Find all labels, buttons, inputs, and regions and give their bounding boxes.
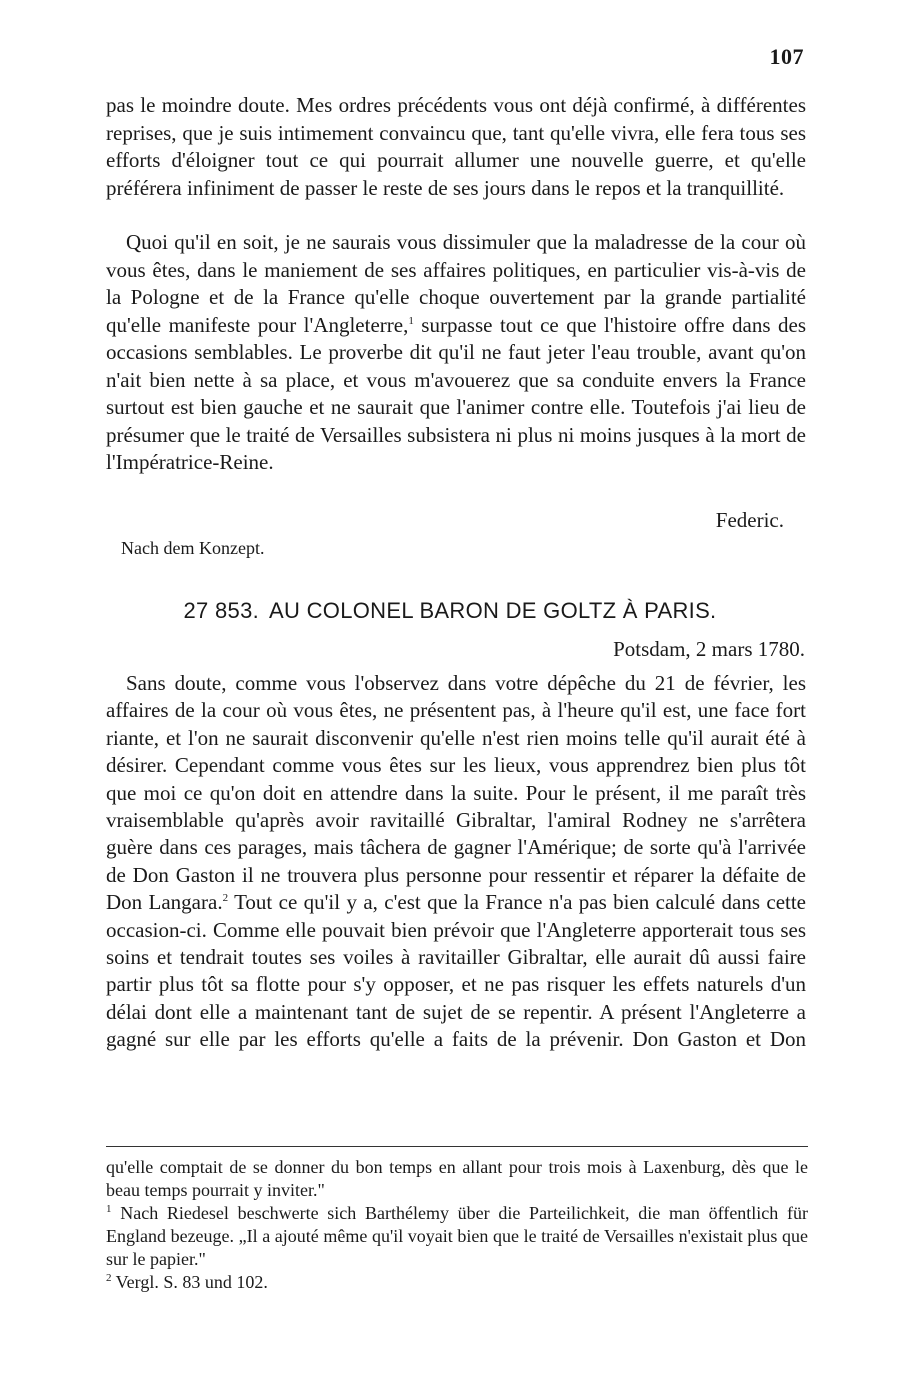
footnote-continuation: qu'elle comptait de se donner du bon temps en allant pour trois mois à Laxenburg, dès que le beau temps pourrait y inviter." — [106, 1157, 808, 1200]
letter-heading — [0, 598, 900, 624]
page-number: 107 — [769, 44, 804, 69]
footnote-2-text: Vergl. S. 83 und 102. — [111, 1272, 268, 1292]
source-note: Nach dem Konzept. — [121, 538, 265, 558]
paragraph-1 — [106, 92, 806, 202]
paragraph-1-text: pas le moindre doute. Mes ordres précédents vous ont déjà confirmé, à différentes reprises, que je suis intimement convaincu que, tant qu'elle vivra, elle fera tous ses efforts d'éloigner tout ce qui pourrait allumer une nouvelle guerre, et qu'elle préférera infiniment de passer le reste de ses jours dans le repos et la tranquillité. — [106, 93, 806, 200]
paragraph-2-after: surpasse tout ce que l'histoire offre dans des occasions semblables. Le proverbe dit qu'il ne faut jeter l'eau trouble, avant qu'on n'ait bien nette à sa place, et vous m'avouerez que sa conduite envers la France surtout est bien gauche et ne saurait que l'animer contre elle. Toutefois j'ai lieu de présumer que le traité de Versailles subsistera ni plus ni moins jusques à la mort de l'Impératrice-Reine. — [106, 312, 806, 474]
dateline: Potsdam, 2 mars 1780. — [613, 637, 805, 661]
paragraph-2 — [106, 229, 806, 477]
letter-body — [106, 670, 806, 1054]
footnote-1-mark: 1 — [106, 1203, 112, 1215]
paragraph-2-before: Quoi qu'il en soit, je ne saurais vous dissimuler que la maladresse de la cour où vous êtes, dans le maniement de ses affaires politiques, en particulier vis-à-vis de la Pologne et de la France qu'elle choque ouvertement par la grande partialité qu'elle manifeste pour l'Angleterre, — [106, 230, 806, 337]
footnote-ref-1: 1 — [408, 314, 414, 327]
footnote-divider — [106, 1146, 808, 1147]
letter-text-after: Tout ce qu'il y a, c'est que la France n'a pas bien calculé dans cette occasion-ci. Comme elle pouvait bien prévoir que l'Angleterre apporterait tous ses soins et tendrait toutes ses voiles à ravitailler Gibraltar, elle aurait dû aussi faire partir plus tôt sa flotte pour s'y opposer, et ne pas risquer les effets naturels d'un délai dont elle a maintenant tant de sujet de se repentir. A présent l'Angleterre a gagné sur elle par les efforts qu'elle a faits de la prévenir. Don Gaston et Don — [106, 890, 806, 1052]
letter-text-before: Sans doute, comme vous l'observez dans votre dépêche du 21 de février, les affaires de la cour où vous êtes, ne présentent pas, à l'heure qu'il est, une face fort riante, et l'on ne saurait disconvenir qu'elle n'est rien moins telle qu'il aurait été à désirer. Cependant comme vous êtes sur les lieux, vous apprendrez bien plus tôt que moi ce qu'on doit en attendre dans la suite. Pour le présent, il me paraît très vraisemblable qu'après avoir ravitaillé Gibraltar, l'amiral Rodney ne s'arrêtera guère dans ces parages, mais tâchera de gagner l'Amérique; de sorte qu'à l'arrivée de Don Gaston il ne trouvera plus personne pour ressentir et réparer la défaite de Don Langara. — [106, 671, 806, 915]
footnote-2 — [106, 1271, 808, 1294]
footnotes — [106, 1156, 808, 1294]
letter-number: 27 853. — [183, 598, 260, 623]
footnote-1 — [106, 1202, 808, 1271]
footnote-1-text: Nach Riedesel beschwerte sich Barthélemy über die Parteilichkeit, die man öffentlich für England bezeuge. „Il a ajouté même qu'il voyait bien que le traité de Versailles n'existait plus que sur le papier." — [106, 1203, 808, 1269]
paragraph-2-text — [106, 229, 806, 477]
footnote-ref-2: 2 — [222, 892, 229, 905]
footnote-2-mark: 2 — [106, 1272, 112, 1284]
letter-title: AU COLONEL BARON DE GOLTZ À PARIS. — [269, 598, 717, 623]
letter-paragraph — [106, 670, 806, 1054]
signature: Federic. — [715, 508, 784, 532]
